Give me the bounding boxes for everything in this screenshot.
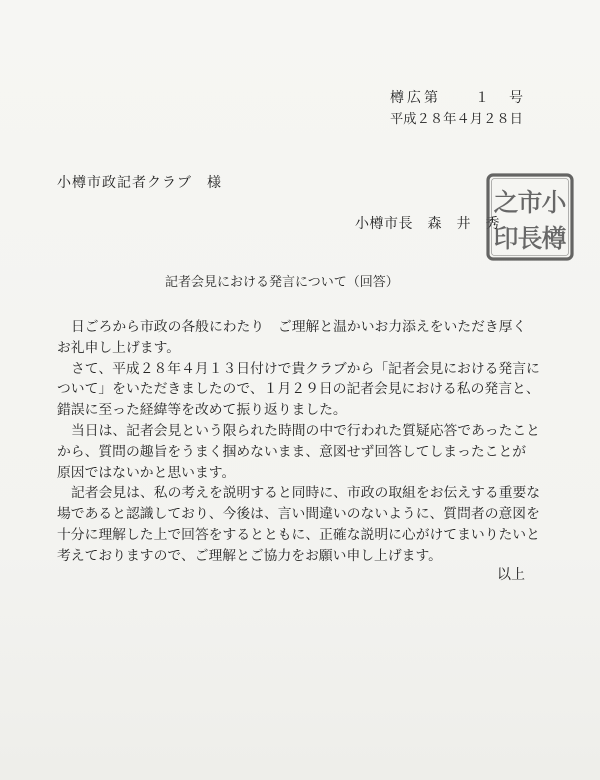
body-line: 錯誤に至った経緯等を改めて振り返りました。 [57,402,347,419]
body-line: 考えておりますので、ご理解とご協力をお願い申し上げます。 [57,547,442,564]
seal-character: 之 [493,188,519,217]
body-line: さて、平成２８年４月１３日付けで貴クラブから「記者会見における発言に [71,360,540,377]
seal-character: 市 [517,188,543,217]
document-title: 記者会見における発言について（回答） [165,275,399,290]
body-line: 記者会見は、私の考えを説明すると同時に、市政の取組をお伝えする重要な [71,485,541,502]
body-line: 当日は、記者会見という限られた時間の中で行われた質疑応答であったこと [71,422,540,439]
body-line: から、質問の趣旨をうまく掴めないまま、意図せず回答してしまったことが [57,443,527,460]
body-line: お礼申し上げます。 [57,339,181,356]
body-line: 場であると認識しており、今後は、言い間違いのないように、質問者の意図を [57,506,540,523]
seal-character: 印 [493,224,519,253]
reference-number: 樽広第 １ 号 [390,90,526,106]
body-line: ついて」をいただきましたので、１月２９日の記者会見における私の発言と、 [57,381,540,398]
seal-character: 長 [517,224,543,253]
addressee: 小樽市政記者クラブ 様 [57,175,222,191]
sender-name: 小樽市長 森 井 秀 [355,216,500,232]
body-line: 十分に理解した上で回答をするとともに、正確な説明に心がけてまいりたいと [57,526,540,543]
official-seal-stamp [484,171,576,263]
document-body [57,317,547,567]
closing-remark: 以上 [497,567,525,583]
seal-character: 樽 [541,224,567,253]
body-line: 原因ではないかと思います。 [57,464,236,481]
document-date: 平成２８年４月２８日 [390,112,523,127]
body-line: 日ごろから市政の各般にわたり ご理解と温かいお力添えをいただき厚く [71,319,527,335]
seal-character: 小 [541,188,567,217]
